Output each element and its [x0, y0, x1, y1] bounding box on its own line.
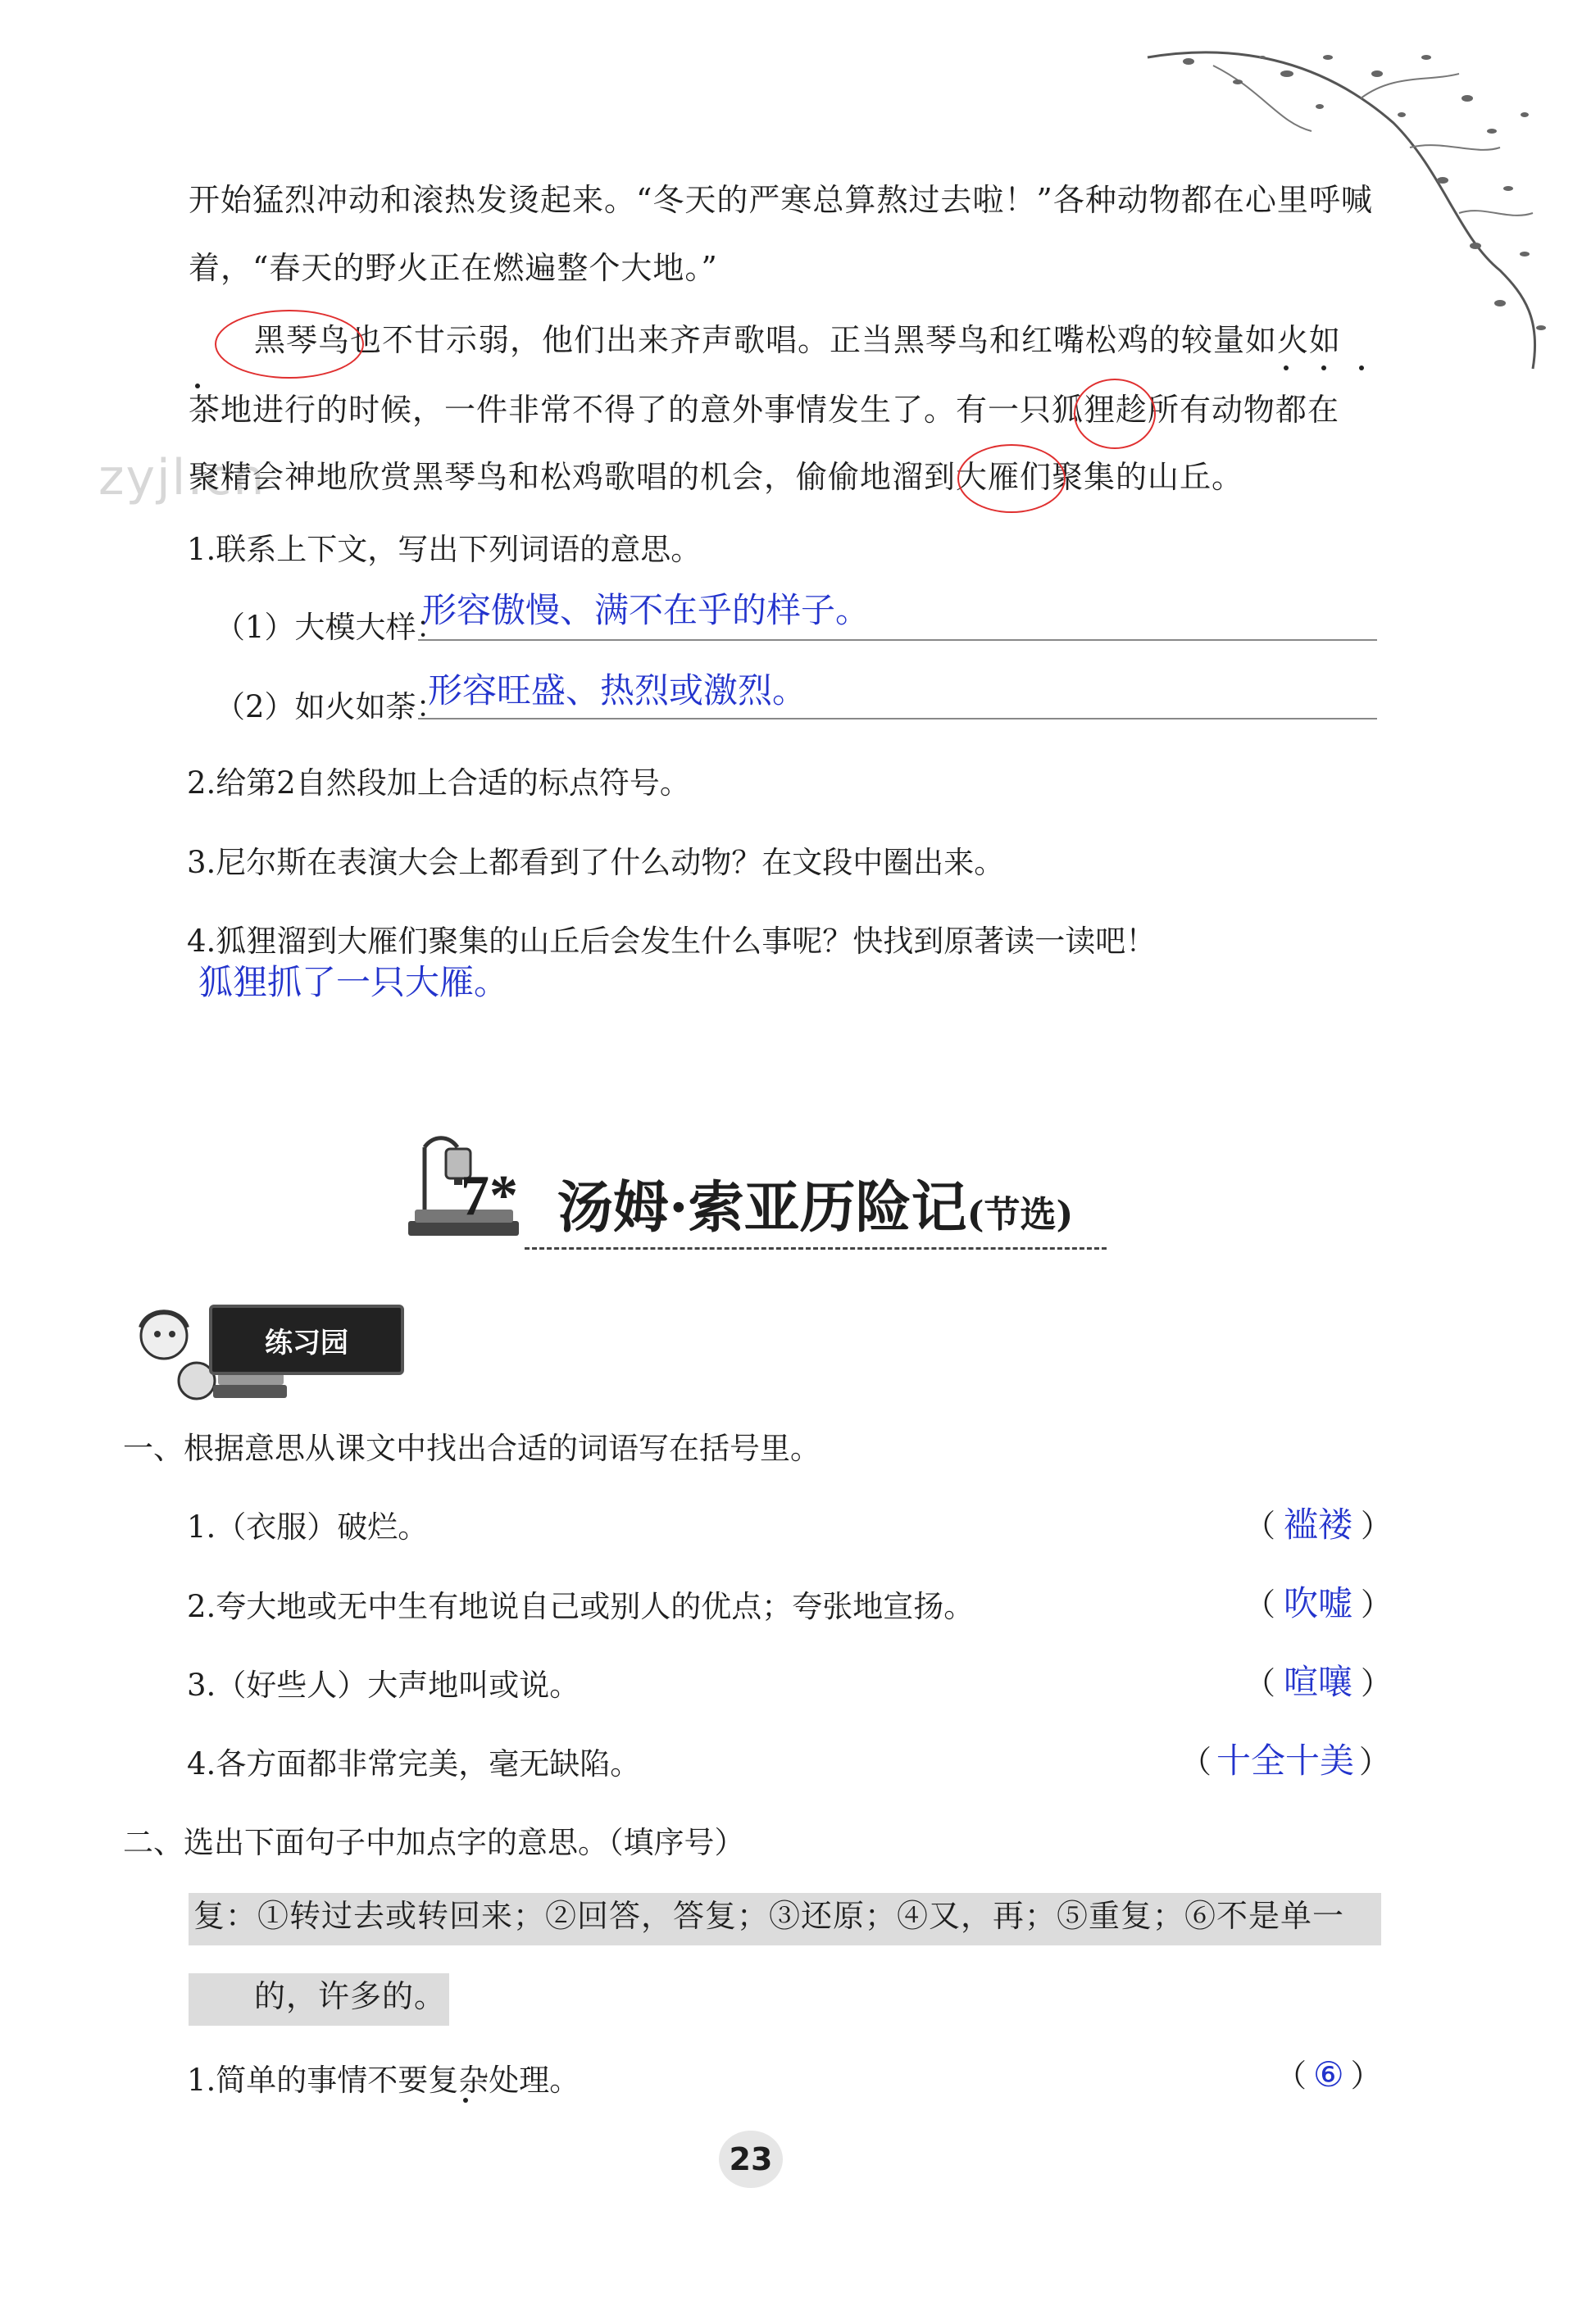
answer-1-1: 形容傲慢、满不在乎的样子。 [422, 590, 871, 630]
part2-item-1: 1.简单的事情不要复杂处理。 [187, 2063, 580, 2098]
title-underline [525, 1247, 1107, 1250]
practice-badge: 练习园 [209, 1305, 404, 1375]
emphasis-dot [1284, 365, 1289, 370]
part2-item-1-answer: ⑥ [1313, 2054, 1344, 2095]
question-1-1-label: （1）大模大样： [215, 610, 447, 645]
definition-line-1: 复：①转过去或转回来；②回答，答复；③还原；④又，再；⑤重复；⑥不是单一 [193, 1898, 1345, 1934]
answer-line-1-2 [418, 718, 1377, 719]
answer-4: 狐狸抓了一只大雁。 [198, 962, 509, 1002]
answer-line-1-1 [418, 639, 1377, 641]
part1-item-1: 1.（衣服）破烂。 [187, 1509, 429, 1545]
lesson-number: 7* [461, 1164, 518, 1228]
circle-mark-fox [1074, 379, 1156, 449]
circle-mark-geese [957, 444, 1066, 513]
question-1: 1.联系上下文，写出下列词语的意思。 [187, 532, 702, 567]
passage-line-1: 开始猛烈冲动和滚热发烫起来。“冬天的严寒总算熬过去啦！”各种动物都在心里呼喊 [189, 182, 1373, 218]
emphasis-dot [195, 384, 200, 388]
part1-item-2-bracket: （ 吹嘘 ） [1244, 1583, 1393, 1623]
emphasis-dot [463, 2098, 468, 2103]
part1-item-1-bracket: （ 褴褛 ） [1244, 1505, 1393, 1545]
question-2: 2.给第2自然段加上合适的标点符号。 [187, 765, 690, 801]
answer-1-2: 形容旺盛、热烈或激烈。 [428, 670, 807, 710]
part1-heading: 一、根据意思从课文中找出合适的词语写在括号里。 [123, 1431, 821, 1466]
circle-mark-blackgrouse [215, 310, 364, 379]
part1-item-4-answer: 十全十美 [1216, 1741, 1355, 1781]
passage-line-3: 黑琴鸟也不甘示弱，他们出来齐声歌唱。正当黑琴鸟和红嘴松鸡的较量如火如 [254, 322, 1342, 358]
part1-item-3-answer: 喧嚷 [1284, 1662, 1353, 1702]
part1-item-3: 3.（好些人）大声地叫或说。 [187, 1668, 580, 1703]
passage-line-5: 聚精会神地欣赏黑琴鸟和松鸡歌唱的机会，偷偷地溜到大雁们聚集的山丘。 [189, 459, 1244, 495]
passage-line-2: 着，“春天的野火正在燃遍整个大地。” [189, 250, 718, 286]
part2-heading: 二、选出下面句子中加点字的意思。（填序号） [123, 1825, 745, 1860]
question-3: 3.尼尔斯在表演大会上都看到了什么动物？在文段中圈出来。 [187, 845, 1005, 880]
definition-line-2: 的，许多的。 [254, 1978, 447, 2014]
lesson-title: 汤姆·索亚历险记(节选) [557, 1175, 1074, 1241]
part1-item-1-answer: 褴褛 [1284, 1505, 1353, 1545]
part1-item-4-bracket: （ 十全十美 ） [1180, 1741, 1391, 1781]
part1-item-2: 2.夸大地或无中生有地说自己或别人的优点；夸张地宣扬。 [187, 1589, 975, 1624]
animal-geese: 大雁们 [956, 459, 1052, 495]
part1-item-4: 4.各方面都非常完美，毫无缺陷。 [187, 1746, 641, 1782]
emphasis-dot [1321, 365, 1326, 370]
page-number: 23 [719, 2131, 783, 2188]
animal-blackgrouse: 黑琴鸟 [254, 322, 351, 358]
part1-item-3-bracket: （ 喧嚷 ） [1244, 1662, 1393, 1702]
animal-fox: 狐狸 [1052, 392, 1116, 428]
part1-item-2-answer: 吹嘘 [1284, 1583, 1353, 1623]
emphasis-dot [1359, 365, 1364, 370]
watermark: zyjl.cn [98, 449, 266, 506]
passage-line-4: 茶地进行的时候，一件非常不得了的意外事情发生了。有一只狐狸趁所有动物都在 [189, 392, 1340, 428]
question-4: 4.狐狸溜到大雁们聚集的山丘后会发生什么事呢？快找到原著读一读吧！ [187, 924, 1157, 959]
question-1-2-label: （2）如火如荼： [215, 689, 447, 724]
part2-item-1-bracket: （ ⑥ ） [1275, 2054, 1382, 2095]
